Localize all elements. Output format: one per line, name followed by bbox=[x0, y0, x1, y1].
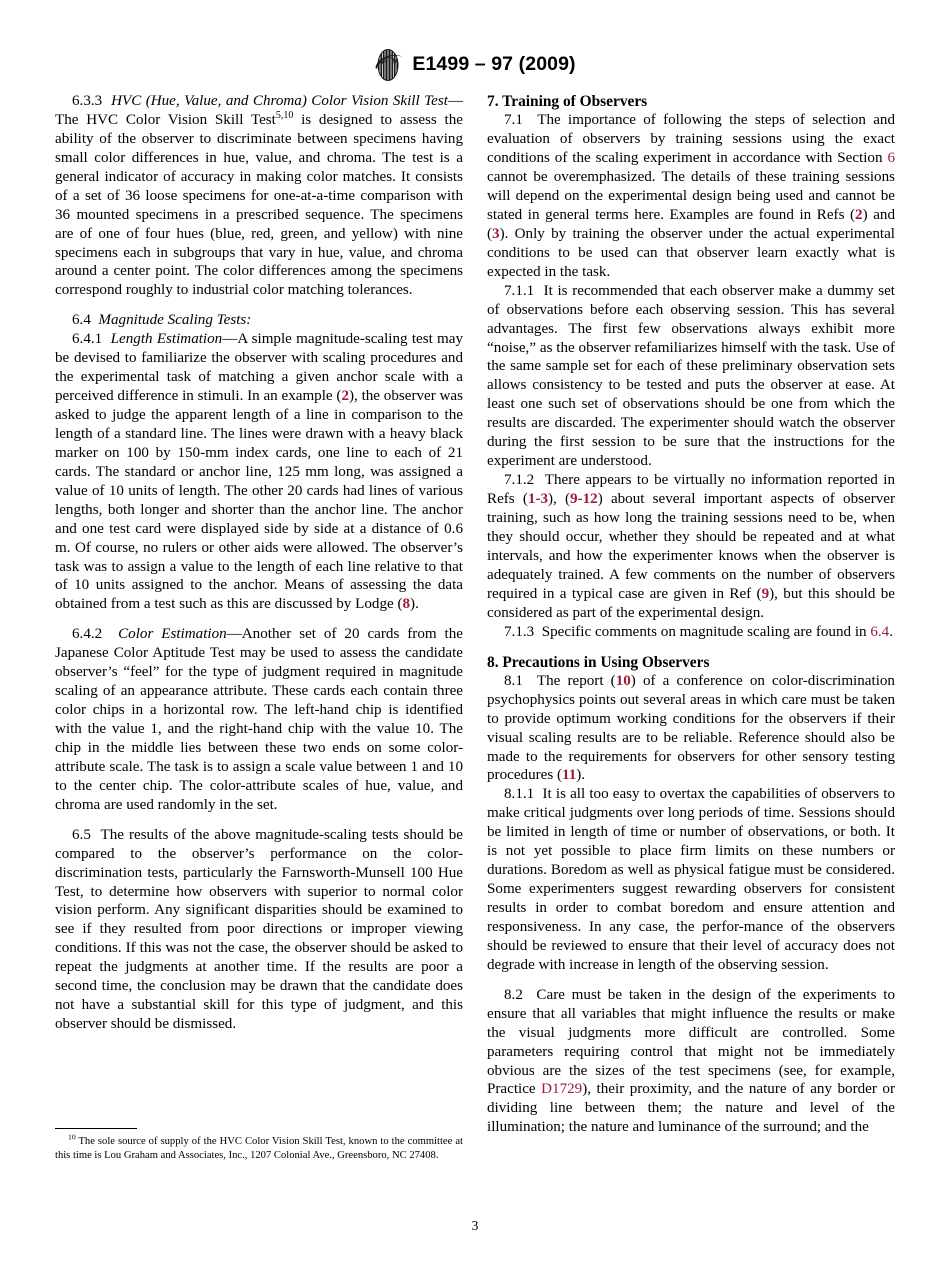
svg-text:A: A bbox=[378, 57, 385, 66]
paragraph-7-1-1 bbox=[487, 282, 895, 471]
clause-text: Specific comments on magnitude scaling are found in bbox=[541, 623, 871, 640]
reference-link[interactable]: 3 bbox=[492, 225, 500, 242]
clause-title: HVC (Hue, Value, and Chroma) Color Vision Skill Test bbox=[111, 93, 448, 109]
paragraph-7-1-2 bbox=[487, 471, 895, 623]
clause-number: 7.1.2 bbox=[504, 472, 535, 489]
clause-text-end: ), but this should be considered as part of the experimental design. bbox=[487, 585, 896, 621]
svg-text:S: S bbox=[383, 55, 389, 65]
astm-logo bbox=[374, 48, 405, 82]
clause-text-cont2: ) and ( bbox=[487, 206, 895, 242]
clause-title: Magnitude Scaling Tests: bbox=[98, 312, 252, 329]
clause-number: 8.1.1 bbox=[504, 786, 535, 803]
clause-text-end: ), their proximity, and the nature of any border or dividing line between them; the nature and level of the illumination; the nature and luminance of the surround; and the bbox=[487, 1081, 895, 1136]
left-column bbox=[55, 92, 463, 1034]
clause-text: The results of the above magnitude-scaling tests should be compared to the observer’s performance on the color-discrimination tests, particularly the Farnsworth-Munsell 100 Hue Test, to determine how observers with superior to normal color vision perform. Any significant disparities should be examined to see if they resulted from poor directions or improper viewing conditions. If this was not the case, the observer should be asked to repeat the judgments at another time. If the results are poor a second time, the conclusion may be drawn that the candidate does not have a substantial skill for this type of judgment, and this observer should be dismissed. bbox=[55, 826, 463, 1033]
svg-text:T: T bbox=[387, 55, 393, 65]
clause-title: Length Estimation bbox=[110, 331, 223, 348]
clause-text: It is all too easy to overtax the capabilities of observers to make critical judgments over long periods of time. Sessions should be limited in length of time or number of observations, or both. It is not yet possible to place firm limits on these numbers or durations. Boredom as well as physical fatigue must be considered. Some experimenters suggest rewarding observers for consistent results in order to combat boredom and ensure attention and responsiveness. In any case, the perfor-mance of the observers should be reviewed to ensure that their level of accuracy does not degrade with increase in length of the observing session. bbox=[487, 786, 895, 973]
reference-link[interactable]: 2 bbox=[341, 388, 349, 405]
svg-text:M: M bbox=[392, 56, 399, 66]
clause-number: 6.3.3 bbox=[72, 93, 103, 109]
reference-link[interactable]: D1729 bbox=[541, 1081, 583, 1098]
clause-number: 8.1 bbox=[504, 672, 523, 689]
page-number: 3 bbox=[471, 1218, 479, 1233]
paragraph-7-1 bbox=[487, 111, 895, 281]
footnote-number: 10 bbox=[68, 1132, 76, 1142]
clause-text-end: ). bbox=[410, 596, 419, 613]
clause-title: Color Estimation bbox=[118, 626, 227, 643]
footnote-marker: 5,10 bbox=[275, 109, 294, 121]
page-header bbox=[0, 48, 950, 82]
clause-number: 7.1.1 bbox=[504, 282, 535, 299]
paragraph-7-1-3 bbox=[487, 623, 895, 642]
clause-text: —A simple magnitude-scaling test may be devised to familiarize the observer with scaling procedures and the experimental task of matching a given anchor scale with a perceived difference in stimuli. In an example ( bbox=[55, 331, 463, 405]
paragraph-6-4 bbox=[55, 311, 463, 330]
clause-text: The report ( bbox=[536, 672, 616, 689]
clause-text-end: ). bbox=[576, 767, 586, 784]
clause-text-cont: ), the observer was asked to judge the apparent length of a line in comparison to the length of a standard line. The lines were drawn with a heavy black marker on 100 by 150-mm index cards, one line to each of 21 cards. The standard or anchor line, 125 mm long, was assigned a value of 10 units of length. The other 20 cards had lines of various lengths, both longer and shorter than the anchor line. The anchor and one test card were displayed side by side at a distance of 0.6 m. Of course, no rulers or other aids were allowed. The observer’s task was to assign a value to the length of each line relative to that of 10 units assigned to the anchor. Means of assessing the data obtained from a test such as this are discussed by Lodge ( bbox=[55, 388, 464, 613]
clause-text-end: ). Only by training the observer under the actual experimental conditions to be used can that observer learn exactly what is expected in the task. bbox=[487, 225, 895, 280]
clause-text: —The HVC Color Vision Skill Test bbox=[55, 93, 463, 128]
reference-link[interactable]: 8 bbox=[402, 596, 411, 613]
clause-text: There appears to be virtually no information reported in Refs ( bbox=[487, 472, 895, 507]
standard-designation: E1499 – 97 (2009) bbox=[412, 53, 576, 76]
footnote-block bbox=[55, 1128, 463, 1163]
reference-link[interactable]: 9-12 bbox=[570, 491, 598, 507]
clause-text: It is recommended that each observer make a dummy set of observations before each observing session. This has several advantages. The first few observations always exhibit more “noise,” as the observer refamiliarizes himself with the task. Use of the same sample set for each of these preliminary observation sets allows consistency to be tested and puts the observer at ease. At least one such set of observations should be one from which the results are discarded. The experimenter should watch the observer during the first session to be sure that the instructions for the experiment are understood. bbox=[487, 282, 896, 470]
clause-text: Care must be taken in the design of the experiments to ensure that all variables that might influence the results or make the visual judgments more difficult are controlled. Some parameters requiring control that might not be immediately obvious are the sizes of the test specimens (see, for example, Practice bbox=[487, 986, 896, 1098]
clause-number: 6.4.2 bbox=[72, 626, 103, 643]
clause-number: 7.1.3 bbox=[504, 623, 535, 640]
reference-link[interactable]: 6.4 bbox=[870, 623, 890, 640]
section-heading-8: 8. Precautions in Using Observers bbox=[487, 653, 710, 671]
reference-link[interactable]: 1-3 bbox=[527, 491, 549, 507]
document-body bbox=[55, 92, 895, 1202]
paragraph-8-2 bbox=[487, 986, 895, 1138]
clause-number: 6.4.1 bbox=[72, 331, 103, 348]
paragraph-6-4-1 bbox=[55, 330, 463, 614]
clause-text-cont: ) of a conference on color-discrimination psychophysics points out several areas in which care must be taken to provide optimum working conditions for the observers if their visual scaling results are to be reliable. Reference should also be made to the requirements for observers for other sensory testing procedures ( bbox=[487, 672, 895, 784]
right-column bbox=[487, 92, 895, 1137]
section-heading-7: 7. Training of Observers bbox=[487, 93, 648, 110]
reference-link[interactable]: 2 bbox=[855, 206, 863, 223]
paragraph-6-3-3 bbox=[55, 92, 463, 300]
reference-link[interactable]: 11 bbox=[562, 767, 577, 784]
clause-text-cont: cannot be overemphasized. The details of these training sessions will depend on the experimental design being used and cannot be stated in general terms here. Examples are found in Refs ( bbox=[487, 169, 895, 223]
footnote-10 bbox=[55, 1132, 463, 1163]
reference-link[interactable]: 10 bbox=[615, 672, 631, 689]
reference-link[interactable]: 6 bbox=[887, 150, 895, 167]
clause-number: 8.2 bbox=[504, 986, 523, 1003]
clause-text-end: . bbox=[889, 623, 894, 640]
clause-text: —Another set of 20 cards from the Japanese Color Aptitude Test may be used to assess the candidate observer’s “feel” for the type of judgment required in magnitude scaling of an appearance attribute. These cards each contain three color chips in a horizontal row. The left-hand chip is identified with the value 1, and the right-hand chip with the value 10. The chip in the middle lies between these two ends on some color-attribute scale. The task is to assign a scale value between 1 and 10 to the center chip. The color-attribute scales of hue, value, and chroma are used randomly in the set. bbox=[55, 626, 463, 813]
clause-number: 6.5 bbox=[72, 826, 91, 843]
paragraph-8-1-1 bbox=[487, 785, 895, 974]
clause-number: 6.4 bbox=[72, 312, 91, 329]
paragraph-8-1 bbox=[487, 672, 895, 786]
reference-link[interactable]: 9 bbox=[761, 585, 770, 602]
clause-text: The importance of following the steps of selection and evaluation of observers by training sessions using the exact conditions of the scaling experiment in accordance with Section bbox=[487, 112, 895, 167]
clause-number: 7.1 bbox=[504, 112, 523, 129]
footnote-body: The sole source of supply of the HVC Color Vision Skill Test, known to the committee at this time is Lou Graham and Associates, Inc., 1207 Colonial Ave., Greensboro, NC 27408. bbox=[55, 1136, 463, 1161]
clause-text-cont2: ) about several important aspects of observer training, such as how long the training sessions need to be, when they should occur, whether they should be repeated and at what intervals, and how the experimenter knows when the observer is adequately trained. A few comments on the number of observers required in a typical case are given in Ref ( bbox=[487, 491, 895, 602]
clause-text-cont: ), ( bbox=[548, 491, 571, 507]
clause-text-cont: is designed to assess the ability of the observer to discriminate between specimens having small color differences in hue, value, and chroma. The test is a general indicator of accuracy in making color matches. It consists of a set of 36 loose specimens for one-at-a-time comparison with 36 mounted specimens in a prescribed sequence. The specimens are of one of four hues (blue, red, green, and yellow) with nine specimens each in subgroups that vary in hue, value, and chroma around a center point. The color differences among the specimens correspond roughly to industrial color matching tolerances. bbox=[55, 111, 463, 299]
paragraph-6-4-2 bbox=[55, 625, 463, 814]
paragraph-6-5 bbox=[55, 826, 463, 1034]
footnote-divider bbox=[55, 1128, 137, 1129]
